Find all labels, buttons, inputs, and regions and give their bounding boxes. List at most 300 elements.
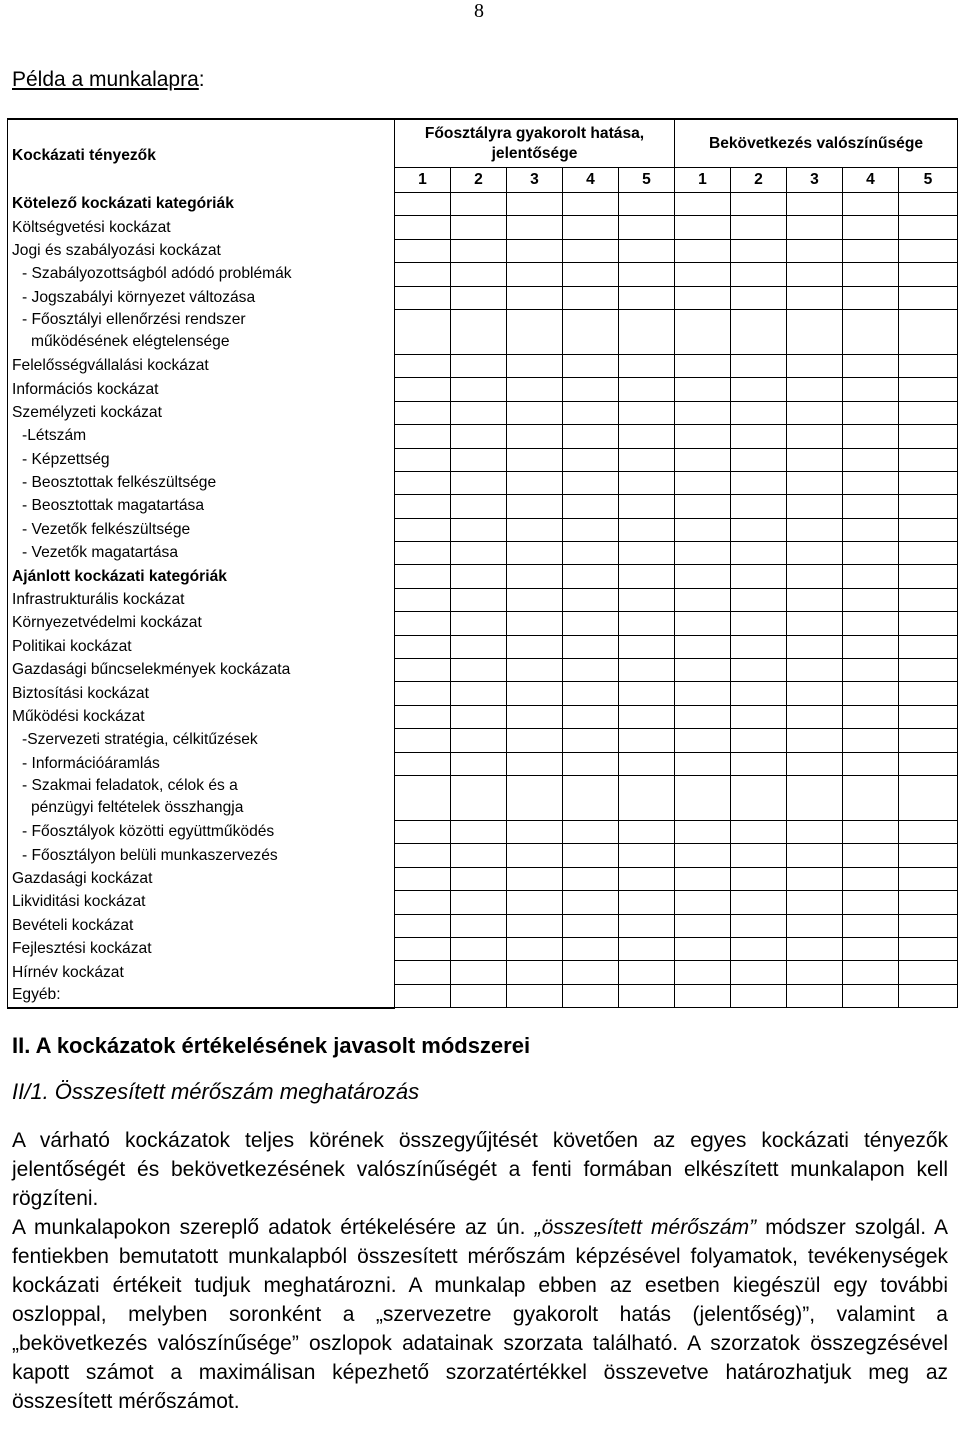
probability-rating-cell[interactable] [843,867,899,890]
impact-rating-cell[interactable] [395,309,451,354]
probability-rating-cell[interactable] [675,378,731,401]
impact-rating-cell[interactable] [619,705,675,728]
impact-rating-cell[interactable] [619,682,675,705]
impact-rating-cell[interactable] [395,705,451,728]
probability-rating-cell[interactable] [675,354,731,377]
impact-rating-cell[interactable] [507,984,563,1007]
impact-rating-cell[interactable] [395,263,451,286]
impact-rating-cell[interactable] [395,937,451,960]
probability-rating-cell[interactable] [675,471,731,494]
probability-rating-cell[interactable] [731,239,787,262]
impact-rating-cell[interactable] [395,239,451,262]
impact-rating-cell[interactable] [563,401,619,424]
impact-rating-cell[interactable] [507,635,563,658]
probability-rating-cell[interactable] [899,448,958,471]
probability-rating-cell[interactable] [843,635,899,658]
probability-rating-cell[interactable] [675,752,731,775]
impact-rating-cell[interactable] [507,239,563,262]
impact-rating-cell[interactable] [395,378,451,401]
impact-rating-cell[interactable] [619,471,675,494]
probability-rating-cell[interactable] [899,263,958,286]
impact-rating-cell[interactable] [619,401,675,424]
probability-rating-cell[interactable] [843,891,899,914]
impact-rating-cell[interactable] [451,588,507,611]
probability-rating-cell[interactable] [843,471,899,494]
probability-rating-cell[interactable] [787,961,843,984]
probability-rating-cell[interactable] [843,588,899,611]
impact-rating-cell[interactable] [395,354,451,377]
probability-rating-cell[interactable] [899,752,958,775]
probability-rating-cell[interactable] [899,844,958,867]
impact-rating-cell[interactable] [451,635,507,658]
probability-rating-cell[interactable] [899,937,958,960]
impact-rating-cell[interactable] [451,984,507,1007]
probability-rating-cell[interactable] [731,495,787,518]
probability-rating-cell[interactable] [731,844,787,867]
impact-rating-cell[interactable] [451,471,507,494]
probability-rating-cell[interactable] [787,588,843,611]
impact-rating-cell[interactable] [619,891,675,914]
impact-rating-cell[interactable] [507,937,563,960]
impact-rating-cell[interactable] [563,682,619,705]
probability-rating-cell[interactable] [899,216,958,239]
impact-rating-cell[interactable] [563,518,619,541]
impact-rating-cell[interactable] [619,612,675,635]
impact-rating-cell[interactable] [395,682,451,705]
probability-rating-cell[interactable] [731,775,787,820]
probability-rating-cell[interactable] [675,309,731,354]
impact-rating-cell[interactable] [619,752,675,775]
impact-rating-cell[interactable] [395,961,451,984]
probability-rating-cell[interactable] [731,286,787,309]
impact-rating-cell[interactable] [619,542,675,565]
probability-rating-cell[interactable] [843,775,899,820]
probability-rating-cell[interactable] [843,309,899,354]
probability-rating-cell[interactable] [787,378,843,401]
probability-rating-cell[interactable] [843,216,899,239]
probability-rating-cell[interactable] [843,961,899,984]
probability-rating-cell[interactable] [731,961,787,984]
impact-rating-cell[interactable] [619,309,675,354]
probability-rating-cell[interactable] [899,588,958,611]
probability-rating-cell[interactable] [787,216,843,239]
probability-rating-cell[interactable] [899,193,958,216]
probability-rating-cell[interactable] [675,914,731,937]
probability-rating-cell[interactable] [731,354,787,377]
probability-rating-cell[interactable] [843,239,899,262]
probability-rating-cell[interactable] [843,612,899,635]
impact-rating-cell[interactable] [507,775,563,820]
probability-rating-cell[interactable] [787,937,843,960]
impact-rating-cell[interactable] [619,448,675,471]
probability-rating-cell[interactable] [675,448,731,471]
probability-rating-cell[interactable] [787,425,843,448]
impact-rating-cell[interactable] [395,286,451,309]
probability-rating-cell[interactable] [899,565,958,588]
probability-rating-cell[interactable] [731,705,787,728]
probability-rating-cell[interactable] [899,914,958,937]
impact-rating-cell[interactable] [563,752,619,775]
probability-rating-cell[interactable] [787,891,843,914]
impact-rating-cell[interactable] [395,984,451,1007]
probability-rating-cell[interactable] [899,425,958,448]
probability-rating-cell[interactable] [675,635,731,658]
probability-rating-cell[interactable] [731,193,787,216]
impact-rating-cell[interactable] [507,682,563,705]
probability-rating-cell[interactable] [843,844,899,867]
probability-rating-cell[interactable] [899,867,958,890]
probability-rating-cell[interactable] [675,984,731,1007]
impact-rating-cell[interactable] [507,729,563,752]
impact-rating-cell[interactable] [507,612,563,635]
impact-rating-cell[interactable] [563,659,619,682]
impact-rating-cell[interactable] [619,729,675,752]
probability-rating-cell[interactable] [843,984,899,1007]
probability-rating-cell[interactable] [843,705,899,728]
probability-rating-cell[interactable] [675,565,731,588]
impact-rating-cell[interactable] [619,286,675,309]
probability-rating-cell[interactable] [731,729,787,752]
probability-rating-cell[interactable] [843,937,899,960]
probability-rating-cell[interactable] [731,820,787,843]
probability-rating-cell[interactable] [899,612,958,635]
probability-rating-cell[interactable] [843,729,899,752]
probability-rating-cell[interactable] [899,659,958,682]
probability-rating-cell[interactable] [899,984,958,1007]
impact-rating-cell[interactable] [451,495,507,518]
impact-rating-cell[interactable] [619,518,675,541]
impact-rating-cell[interactable] [395,588,451,611]
probability-rating-cell[interactable] [787,542,843,565]
impact-rating-cell[interactable] [451,914,507,937]
probability-rating-cell[interactable] [675,937,731,960]
probability-rating-cell[interactable] [675,705,731,728]
probability-rating-cell[interactable] [899,682,958,705]
probability-rating-cell[interactable] [787,354,843,377]
probability-rating-cell[interactable] [843,448,899,471]
impact-rating-cell[interactable] [619,659,675,682]
probability-rating-cell[interactable] [787,914,843,937]
impact-rating-cell[interactable] [619,984,675,1007]
impact-rating-cell[interactable] [507,659,563,682]
impact-rating-cell[interactable] [563,542,619,565]
impact-rating-cell[interactable] [563,565,619,588]
impact-rating-cell[interactable] [619,495,675,518]
impact-rating-cell[interactable] [563,820,619,843]
probability-rating-cell[interactable] [731,588,787,611]
probability-rating-cell[interactable] [731,914,787,937]
impact-rating-cell[interactable] [395,635,451,658]
probability-rating-cell[interactable] [787,682,843,705]
probability-rating-cell[interactable] [731,937,787,960]
probability-rating-cell[interactable] [787,984,843,1007]
impact-rating-cell[interactable] [563,729,619,752]
impact-rating-cell[interactable] [451,239,507,262]
probability-rating-cell[interactable] [787,518,843,541]
probability-rating-cell[interactable] [843,565,899,588]
impact-rating-cell[interactable] [451,844,507,867]
probability-rating-cell[interactable] [843,820,899,843]
probability-rating-cell[interactable] [843,193,899,216]
impact-rating-cell[interactable] [563,775,619,820]
impact-rating-cell[interactable] [563,867,619,890]
impact-rating-cell[interactable] [451,752,507,775]
impact-rating-cell[interactable] [563,239,619,262]
impact-rating-cell[interactable] [563,984,619,1007]
probability-rating-cell[interactable] [731,448,787,471]
probability-rating-cell[interactable] [899,542,958,565]
probability-rating-cell[interactable] [675,263,731,286]
impact-rating-cell[interactable] [619,961,675,984]
probability-rating-cell[interactable] [731,309,787,354]
probability-rating-cell[interactable] [899,239,958,262]
impact-rating-cell[interactable] [451,216,507,239]
impact-rating-cell[interactable] [507,401,563,424]
impact-rating-cell[interactable] [507,565,563,588]
probability-rating-cell[interactable] [787,263,843,286]
impact-rating-cell[interactable] [563,471,619,494]
impact-rating-cell[interactable] [507,705,563,728]
probability-rating-cell[interactable] [731,263,787,286]
impact-rating-cell[interactable] [619,588,675,611]
probability-rating-cell[interactable] [675,891,731,914]
probability-rating-cell[interactable] [675,401,731,424]
impact-rating-cell[interactable] [507,518,563,541]
impact-rating-cell[interactable] [395,495,451,518]
impact-rating-cell[interactable] [563,844,619,867]
impact-rating-cell[interactable] [395,914,451,937]
impact-rating-cell[interactable] [451,193,507,216]
probability-rating-cell[interactable] [675,659,731,682]
impact-rating-cell[interactable] [451,682,507,705]
probability-rating-cell[interactable] [731,216,787,239]
probability-rating-cell[interactable] [731,752,787,775]
impact-rating-cell[interactable] [395,775,451,820]
probability-rating-cell[interactable] [843,752,899,775]
impact-rating-cell[interactable] [507,820,563,843]
probability-rating-cell[interactable] [675,542,731,565]
probability-rating-cell[interactable] [843,542,899,565]
probability-rating-cell[interactable] [899,635,958,658]
probability-rating-cell[interactable] [899,820,958,843]
probability-rating-cell[interactable] [843,425,899,448]
probability-rating-cell[interactable] [675,612,731,635]
impact-rating-cell[interactable] [451,891,507,914]
impact-rating-cell[interactable] [563,914,619,937]
impact-rating-cell[interactable] [507,286,563,309]
impact-rating-cell[interactable] [395,729,451,752]
probability-rating-cell[interactable] [675,588,731,611]
probability-rating-cell[interactable] [899,471,958,494]
impact-rating-cell[interactable] [395,612,451,635]
impact-rating-cell[interactable] [395,891,451,914]
impact-rating-cell[interactable] [395,659,451,682]
probability-rating-cell[interactable] [843,682,899,705]
impact-rating-cell[interactable] [507,354,563,377]
impact-rating-cell[interactable] [563,495,619,518]
impact-rating-cell[interactable] [451,659,507,682]
impact-rating-cell[interactable] [395,820,451,843]
probability-rating-cell[interactable] [731,867,787,890]
impact-rating-cell[interactable] [563,309,619,354]
impact-rating-cell[interactable] [563,286,619,309]
probability-rating-cell[interactable] [899,729,958,752]
probability-rating-cell[interactable] [787,448,843,471]
impact-rating-cell[interactable] [563,891,619,914]
impact-rating-cell[interactable] [395,542,451,565]
probability-rating-cell[interactable] [731,471,787,494]
impact-rating-cell[interactable] [619,844,675,867]
impact-rating-cell[interactable] [619,425,675,448]
probability-rating-cell[interactable] [787,286,843,309]
impact-rating-cell[interactable] [451,775,507,820]
probability-rating-cell[interactable] [899,354,958,377]
probability-rating-cell[interactable] [899,775,958,820]
impact-rating-cell[interactable] [507,914,563,937]
impact-rating-cell[interactable] [451,961,507,984]
probability-rating-cell[interactable] [731,378,787,401]
probability-rating-cell[interactable] [787,239,843,262]
probability-rating-cell[interactable] [843,495,899,518]
probability-rating-cell[interactable] [675,729,731,752]
impact-rating-cell[interactable] [619,914,675,937]
probability-rating-cell[interactable] [787,309,843,354]
impact-rating-cell[interactable] [395,844,451,867]
probability-rating-cell[interactable] [899,378,958,401]
impact-rating-cell[interactable] [619,867,675,890]
probability-rating-cell[interactable] [731,659,787,682]
probability-rating-cell[interactable] [899,705,958,728]
probability-rating-cell[interactable] [843,286,899,309]
impact-rating-cell[interactable] [563,588,619,611]
impact-rating-cell[interactable] [619,820,675,843]
probability-rating-cell[interactable] [787,565,843,588]
impact-rating-cell[interactable] [619,937,675,960]
probability-rating-cell[interactable] [787,775,843,820]
probability-rating-cell[interactable] [675,775,731,820]
impact-rating-cell[interactable] [395,448,451,471]
probability-rating-cell[interactable] [731,891,787,914]
impact-rating-cell[interactable] [563,961,619,984]
impact-rating-cell[interactable] [451,565,507,588]
impact-rating-cell[interactable] [451,867,507,890]
probability-rating-cell[interactable] [899,495,958,518]
impact-rating-cell[interactable] [563,378,619,401]
impact-rating-cell[interactable] [507,193,563,216]
impact-rating-cell[interactable] [619,565,675,588]
impact-rating-cell[interactable] [395,216,451,239]
impact-rating-cell[interactable] [395,752,451,775]
probability-rating-cell[interactable] [787,705,843,728]
probability-rating-cell[interactable] [843,378,899,401]
impact-rating-cell[interactable] [451,401,507,424]
probability-rating-cell[interactable] [675,425,731,448]
probability-rating-cell[interactable] [843,659,899,682]
impact-rating-cell[interactable] [563,937,619,960]
probability-rating-cell[interactable] [731,401,787,424]
probability-rating-cell[interactable] [843,914,899,937]
probability-rating-cell[interactable] [675,193,731,216]
probability-rating-cell[interactable] [899,518,958,541]
impact-rating-cell[interactable] [563,635,619,658]
impact-rating-cell[interactable] [395,518,451,541]
probability-rating-cell[interactable] [787,729,843,752]
impact-rating-cell[interactable] [451,354,507,377]
impact-rating-cell[interactable] [451,542,507,565]
impact-rating-cell[interactable] [563,354,619,377]
probability-rating-cell[interactable] [675,495,731,518]
impact-rating-cell[interactable] [507,425,563,448]
probability-rating-cell[interactable] [843,401,899,424]
probability-rating-cell[interactable] [675,961,731,984]
probability-rating-cell[interactable] [731,518,787,541]
impact-rating-cell[interactable] [451,378,507,401]
impact-rating-cell[interactable] [451,263,507,286]
impact-rating-cell[interactable] [507,844,563,867]
probability-rating-cell[interactable] [787,844,843,867]
impact-rating-cell[interactable] [619,216,675,239]
probability-rating-cell[interactable] [731,565,787,588]
probability-rating-cell[interactable] [899,961,958,984]
probability-rating-cell[interactable] [731,635,787,658]
impact-rating-cell[interactable] [451,937,507,960]
impact-rating-cell[interactable] [563,425,619,448]
probability-rating-cell[interactable] [899,286,958,309]
probability-rating-cell[interactable] [787,659,843,682]
impact-rating-cell[interactable] [619,635,675,658]
probability-rating-cell[interactable] [843,354,899,377]
impact-rating-cell[interactable] [507,867,563,890]
impact-rating-cell[interactable] [451,425,507,448]
probability-rating-cell[interactable] [787,401,843,424]
impact-rating-cell[interactable] [395,867,451,890]
impact-rating-cell[interactable] [563,612,619,635]
probability-rating-cell[interactable] [787,752,843,775]
impact-rating-cell[interactable] [507,263,563,286]
probability-rating-cell[interactable] [787,820,843,843]
probability-rating-cell[interactable] [843,263,899,286]
impact-rating-cell[interactable] [507,588,563,611]
impact-rating-cell[interactable] [563,705,619,728]
impact-rating-cell[interactable] [507,309,563,354]
impact-rating-cell[interactable] [451,729,507,752]
probability-rating-cell[interactable] [787,193,843,216]
impact-rating-cell[interactable] [619,263,675,286]
impact-rating-cell[interactable] [507,495,563,518]
impact-rating-cell[interactable] [451,286,507,309]
probability-rating-cell[interactable] [731,612,787,635]
impact-rating-cell[interactable] [507,471,563,494]
probability-rating-cell[interactable] [899,309,958,354]
probability-rating-cell[interactable] [675,239,731,262]
impact-rating-cell[interactable] [563,263,619,286]
probability-rating-cell[interactable] [787,495,843,518]
probability-rating-cell[interactable] [731,682,787,705]
impact-rating-cell[interactable] [619,775,675,820]
impact-rating-cell[interactable] [507,378,563,401]
probability-rating-cell[interactable] [787,471,843,494]
probability-rating-cell[interactable] [675,216,731,239]
impact-rating-cell[interactable] [395,193,451,216]
impact-rating-cell[interactable] [563,216,619,239]
impact-rating-cell[interactable] [619,239,675,262]
impact-rating-cell[interactable] [563,448,619,471]
impact-rating-cell[interactable] [395,471,451,494]
probability-rating-cell[interactable] [675,682,731,705]
impact-rating-cell[interactable] [563,193,619,216]
impact-rating-cell[interactable] [395,401,451,424]
impact-rating-cell[interactable] [619,193,675,216]
